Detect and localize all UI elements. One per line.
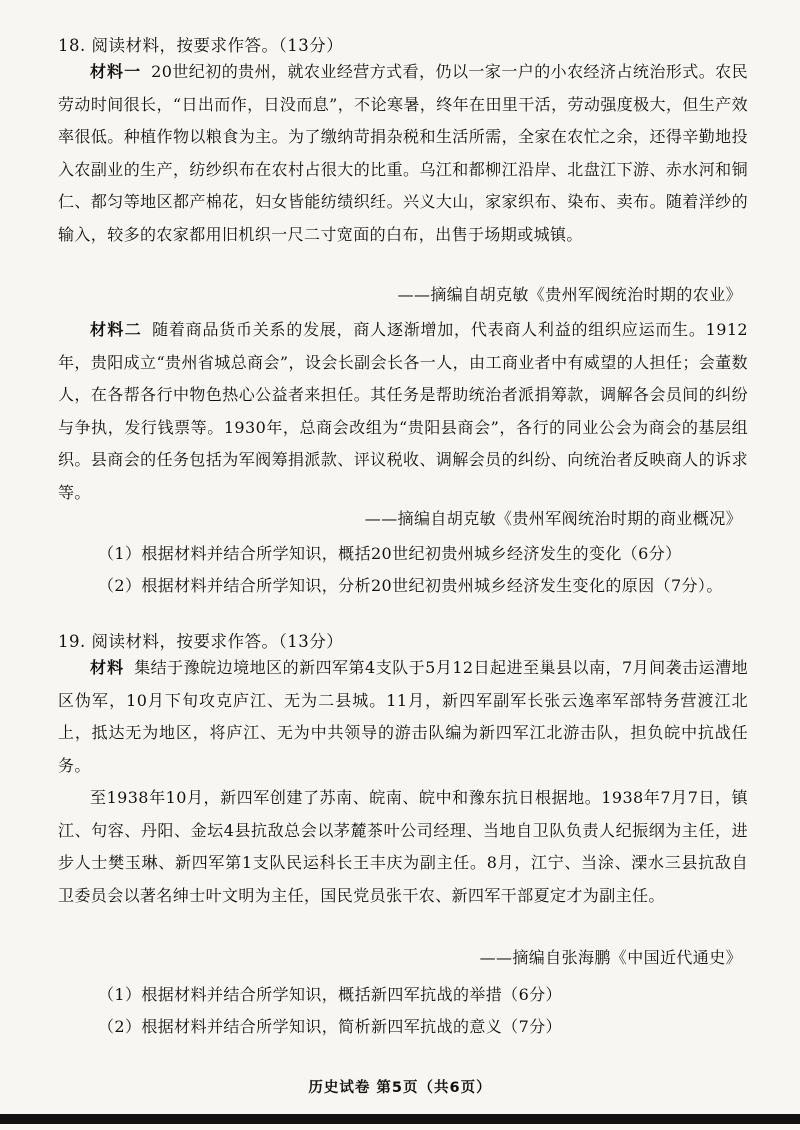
q19-question-1: （1）根据材料并结合所学知识，概括新四军抗战的举措（6分）	[98, 985, 562, 1004]
q18-material-2-text: 随着商品货币关系的发展，商人逐渐增加，代表商人利益的组织应运而生。1912年，贵阳成立“贵州省城总商会”，设会长副会长各一人，由工商业者中有威望的人担任；会董数人，在各帮各行中物色热心公益者来担任。其任务是帮助统治者派捐筹款，调解各会员间的纠纷与争执，发行钱票等。1930年，总商会改组为“贵阳县商会”，各行的同业公会为商会的基层组织。县商会的任务包括为军阀筹捐派款、评议税收、调解会员的纠纷、向统治者反映商人的诉求等。	[58, 320, 748, 502]
q19-material-source: ——摘编自张海鹏《中国近代通史》	[479, 948, 742, 967]
q19-material-p2: 至1938年10月，新四军创建了苏南、皖南、皖中和豫东抗日根据地。1938年7月7日，镇江、句容、丹阳、金坛4县抗敌总会以茅麓茶叶公司经理、当地自卫队负责人纪振纲为主任，进步人士樊玉琳、新四军第1支队民运科长王丰庆为副主任。8月，江宁、当涂、溧水三县抗敌自卫委员会以著名绅士叶文明为主任，国民党员张干农、新四军干部夏定才为副主任。	[58, 788, 748, 905]
q18-material-2	[58, 314, 748, 509]
q18-material-1-label: 材料一	[90, 62, 142, 81]
q19-material-p1-text: 集结于豫皖边境地区的新四军第4支队于5月12日起进至巢县以南，7月间袭击运漕地区伪军，10月下旬攻克庐江、无为二县城。11月，新四军副军长张云逸率军部特务营渡江北上，抵达无为地区，将庐江、无为中共领导的游击队编为新四军江北游击队，担负皖中抗战任务。	[58, 658, 748, 775]
q18-material-1-text: 20世纪初的贵州，就农业经营方式看，仍以一家一户的小农经济占统治形式。农民劳动时间很长，“日出而作，日没而息”，不论寒暑，终年在田里干活，劳动强度极大，但生产效率很低。种植作物以粮食为主。为了缴纳苛捐杂税和生活所需，全家在农忙之余，还得辛勤地投入农副业的生产，纺纱织布在农村占很大的比重。乌江和都柳江沿岸、北盘江下游、赤水河和铜仁、都匀等地区都产棉花，妇女皆能纺绩织纴。兴义大山，家家织布、染布、卖布。随着洋纱的输入，较多的农家都用旧机织一尺二寸宽面的白布，出售于场期或城镇。	[58, 62, 748, 244]
q18-question-1: （1）根据材料并结合所学知识，概括20世纪初贵州城乡经济发生的变化（6分）	[98, 544, 682, 563]
q18-material-1-source: ——摘编自胡克敏《贵州军阀统治时期的农业》	[397, 285, 742, 304]
q19-question-2: （2）根据材料并结合所学知识，简析新四军抗战的意义（7分）	[98, 1017, 562, 1036]
page-footer: 历史试卷 第5页（共6页）	[308, 1080, 492, 1096]
q19-material-p1	[58, 652, 748, 782]
question-19-title: 19. 阅读材料，按要求作答。（13分）	[58, 632, 344, 651]
q18-material-2-label: 材料二	[90, 320, 143, 339]
page-bottom-edge	[0, 1114, 800, 1124]
question-18-title: 18. 阅读材料，按要求作答。（13分）	[58, 36, 344, 55]
q19-material-label: 材料	[90, 658, 125, 677]
q18-material-1	[58, 56, 748, 251]
q18-question-2: （2）根据材料并结合所学知识，分析20世纪初贵州城乡经济发生变化的原因（7分）。	[98, 576, 723, 595]
q18-material-2-source: ——摘编自胡克敏《贵州军阀统治时期的商业概况》	[364, 509, 742, 528]
